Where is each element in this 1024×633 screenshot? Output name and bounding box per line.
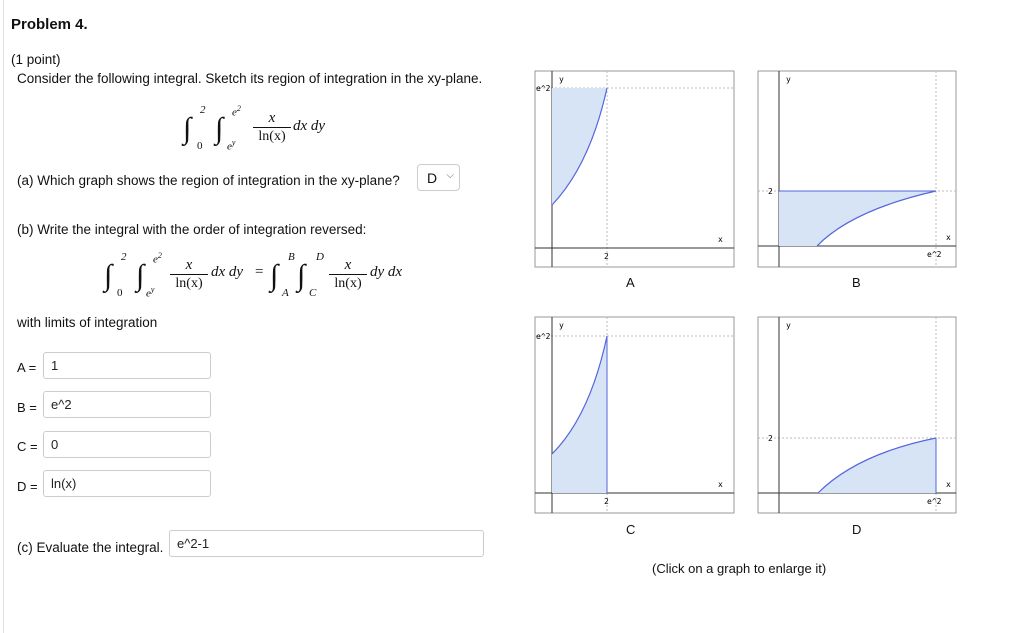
problem-prompt: Consider the following integral. Sketch its region of integration in the xy-plane. <box>17 71 483 86</box>
lhs-numerator: x <box>185 257 193 273</box>
lhs-inner-lower: $e^y$ <box>146 285 155 300</box>
field-c-label: C = <box>17 439 38 454</box>
rhs-integral-sign-inner: ∫ <box>297 259 306 292</box>
outer-lower-limit: 0 <box>197 140 203 152</box>
graph-b-x-label: x <box>946 233 951 242</box>
limit-c-input[interactable]: 0 <box>43 431 211 458</box>
rhs-fraction-bar <box>329 274 367 275</box>
graph-d-tick-2: 2 <box>768 434 773 443</box>
lhs-denominator: ln(x) <box>175 276 203 291</box>
graph-c-x-label: x <box>718 480 723 489</box>
inner-upper-limit: $e^2$ <box>232 104 241 119</box>
part-b-question: (b) Write the integral with the order of integration reversed: <box>17 222 367 237</box>
graph-select-value: D <box>427 170 438 186</box>
numerator: x <box>268 110 276 126</box>
part-c-question: (c) Evaluate the integral. <box>17 540 164 555</box>
field-a-label: A = <box>17 360 37 375</box>
differential: dx dy <box>293 118 326 134</box>
graph-c[interactable] <box>530 316 735 514</box>
field-d-label: D = <box>17 479 38 494</box>
graph-c-tick-e2: e^2 <box>536 332 551 341</box>
graph-a[interactable] <box>530 70 735 268</box>
graph-a-y-label: y <box>559 75 564 84</box>
graph-a-tick-e2: e^2 <box>536 84 551 93</box>
graph-b-y-label: y <box>786 75 791 84</box>
equals-sign: = <box>255 264 264 280</box>
lhs-inner-upper: $e^2$ <box>153 251 162 266</box>
rhs-inner-lower: C <box>309 287 317 299</box>
graph-d[interactable] <box>757 316 957 514</box>
lhs-outer-lower: 0 <box>117 287 123 299</box>
graph-d-x-label: x <box>946 480 951 489</box>
graph-a-tick-2: 2 <box>604 252 609 261</box>
problem-title: Problem 4. <box>11 16 88 33</box>
rhs-inner-upper: D <box>316 251 324 263</box>
integral-sign-outer: ∫ <box>183 112 192 145</box>
rhs-denominator: ln(x) <box>334 276 362 291</box>
graph-b-tick-2: 2 <box>768 187 773 196</box>
limit-d-input[interactable]: ln(x) <box>43 470 211 497</box>
graph-b-tick-e2: e^2 <box>927 250 942 259</box>
part-a-question: (a) Which graph shows the region of integration in the xy-plane? <box>17 173 400 188</box>
graph-c-tick-2: 2 <box>604 497 609 506</box>
graph-d-label: D <box>852 522 862 537</box>
lhs-outer-upper: 2 <box>121 251 127 263</box>
rhs-outer-upper: B <box>288 251 295 263</box>
rhs-outer-lower: A <box>282 287 289 299</box>
graph-d-tick-e2: e^2 <box>927 497 942 506</box>
limit-b-input[interactable]: e^2 <box>43 391 211 418</box>
rhs-numerator: x <box>344 257 352 273</box>
lhs-integral-sign-inner: ∫ <box>136 259 145 292</box>
fraction-bar <box>253 127 291 128</box>
inner-lower-limit: $e^y$ <box>227 138 236 153</box>
denominator: ln(x) <box>258 129 286 144</box>
limit-a-input[interactable]: 1 <box>43 352 211 379</box>
outer-upper-limit: 2 <box>200 104 206 116</box>
reversed-integral-equation <box>104 251 434 301</box>
limits-text: with limits of integration <box>17 315 158 330</box>
graph-a-x-label: x <box>718 235 723 244</box>
integral-expression <box>183 104 343 154</box>
page-border <box>3 0 4 633</box>
evaluate-input[interactable]: e^2-1 <box>169 530 484 557</box>
graph-select[interactable] <box>417 164 460 191</box>
enlarge-hint: (Click on a graph to enlarge it) <box>652 561 827 576</box>
graph-d-y-label: y <box>786 321 791 330</box>
chevron-down-icon: ⌵ <box>446 170 454 181</box>
graph-a-label: A <box>626 275 635 290</box>
points: (1 point) <box>11 52 61 67</box>
rhs-differential: dy dx <box>370 264 403 280</box>
lhs-differential: dx dy <box>211 264 244 280</box>
graph-b[interactable] <box>757 70 957 268</box>
graph-b-label: B <box>852 275 861 290</box>
lhs-integral-sign-outer: ∫ <box>104 259 113 292</box>
integral-sign-inner: ∫ <box>215 112 224 145</box>
graph-c-y-label: y <box>559 321 564 330</box>
rhs-integral-sign-outer: ∫ <box>270 259 279 292</box>
field-b-label: B = <box>17 400 37 415</box>
graph-c-label: C <box>626 522 636 537</box>
lhs-fraction-bar <box>170 274 208 275</box>
